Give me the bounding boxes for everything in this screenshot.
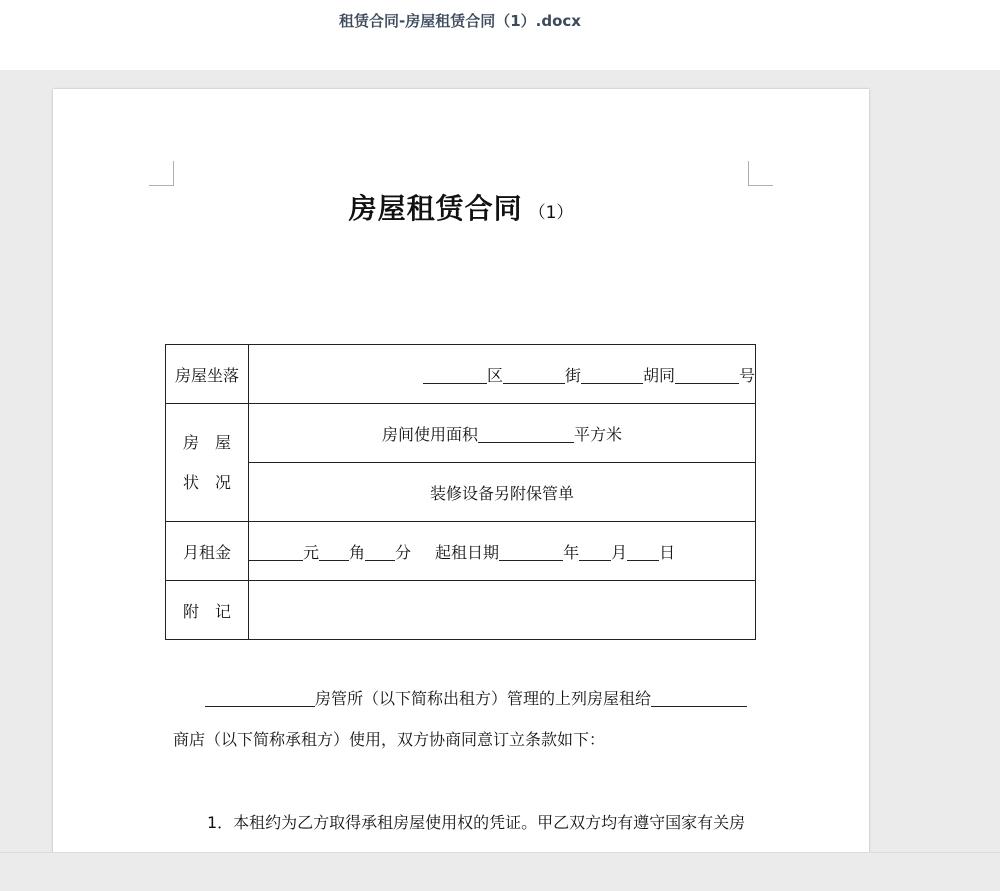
blank-jiao xyxy=(319,544,349,561)
label-location: 房屋坐落 xyxy=(166,345,249,404)
contract-title xyxy=(53,187,869,227)
blank-year xyxy=(499,544,563,561)
contract-title-suffix: （1） xyxy=(528,203,574,223)
margin-corner-mark-left xyxy=(149,161,174,186)
label-rent: 月租金 xyxy=(166,522,249,581)
equipment-note: 装修设备另附保管单 xyxy=(249,463,756,522)
unit-district: 区 xyxy=(486,365,503,385)
blank-area xyxy=(478,426,574,443)
contract-title-main: 房屋租赁合同 xyxy=(348,192,523,225)
start-date-label: 起租日期 xyxy=(435,542,500,562)
row-location xyxy=(166,345,756,404)
blank-yuan xyxy=(249,544,303,561)
rent-value xyxy=(249,522,756,581)
blank-month xyxy=(579,544,611,561)
label-condition-line1: 房 屋 xyxy=(182,432,231,452)
blank-hutong xyxy=(581,367,643,384)
area-unit: 平方米 xyxy=(574,424,623,444)
blank-fen xyxy=(365,544,395,561)
paragraph-lessor xyxy=(205,686,747,709)
area-prefix: 房间使用面积 xyxy=(381,424,478,444)
label-condition xyxy=(166,404,249,522)
document-page xyxy=(53,89,869,879)
unit-jiao: 角 xyxy=(349,542,366,562)
unit-fen: 分 xyxy=(395,542,412,562)
area-value xyxy=(249,404,756,463)
unit-street: 街 xyxy=(564,365,581,385)
location-value xyxy=(249,345,756,404)
blank-street xyxy=(503,367,565,384)
blank-housing-office xyxy=(205,690,315,707)
unit-month: 月 xyxy=(611,542,628,562)
label-condition-line2: 状 况 xyxy=(182,472,231,492)
unit-year: 年 xyxy=(563,542,580,562)
property-info-table xyxy=(165,344,756,640)
clause-1: 1．本租约为乙方取得承租房屋使用权的凭证。甲乙双方均有遵守国家有关房 xyxy=(207,813,746,832)
document-filename: 租赁合同-房屋租赁合同（1）.docx xyxy=(339,12,581,30)
unit-number: 号 xyxy=(738,365,755,385)
blank-lessee xyxy=(651,690,747,707)
row-rent xyxy=(166,522,756,581)
paragraph-lessor-text: 房管所（以下简称出租方）管理的上列房屋租给 xyxy=(315,689,652,708)
label-notes: 附 记 xyxy=(166,581,249,640)
blank-district xyxy=(423,367,487,384)
unit-day: 日 xyxy=(659,542,676,562)
title-bar xyxy=(0,0,1000,70)
row-notes xyxy=(166,581,756,640)
row-condition-area xyxy=(166,404,756,463)
unit-yuan: 元 xyxy=(303,542,320,562)
unit-hutong: 胡同 xyxy=(642,365,675,385)
notes-value xyxy=(249,581,756,640)
blank-number xyxy=(675,367,739,384)
row-condition-equipment xyxy=(166,463,756,522)
blank-day xyxy=(627,544,659,561)
margin-corner-mark-right xyxy=(748,161,773,186)
paragraph-lessee: 商店（以下简称承租方）使用，双方协商同意订立条款如下： xyxy=(173,730,606,749)
bottom-strip xyxy=(0,852,1000,891)
